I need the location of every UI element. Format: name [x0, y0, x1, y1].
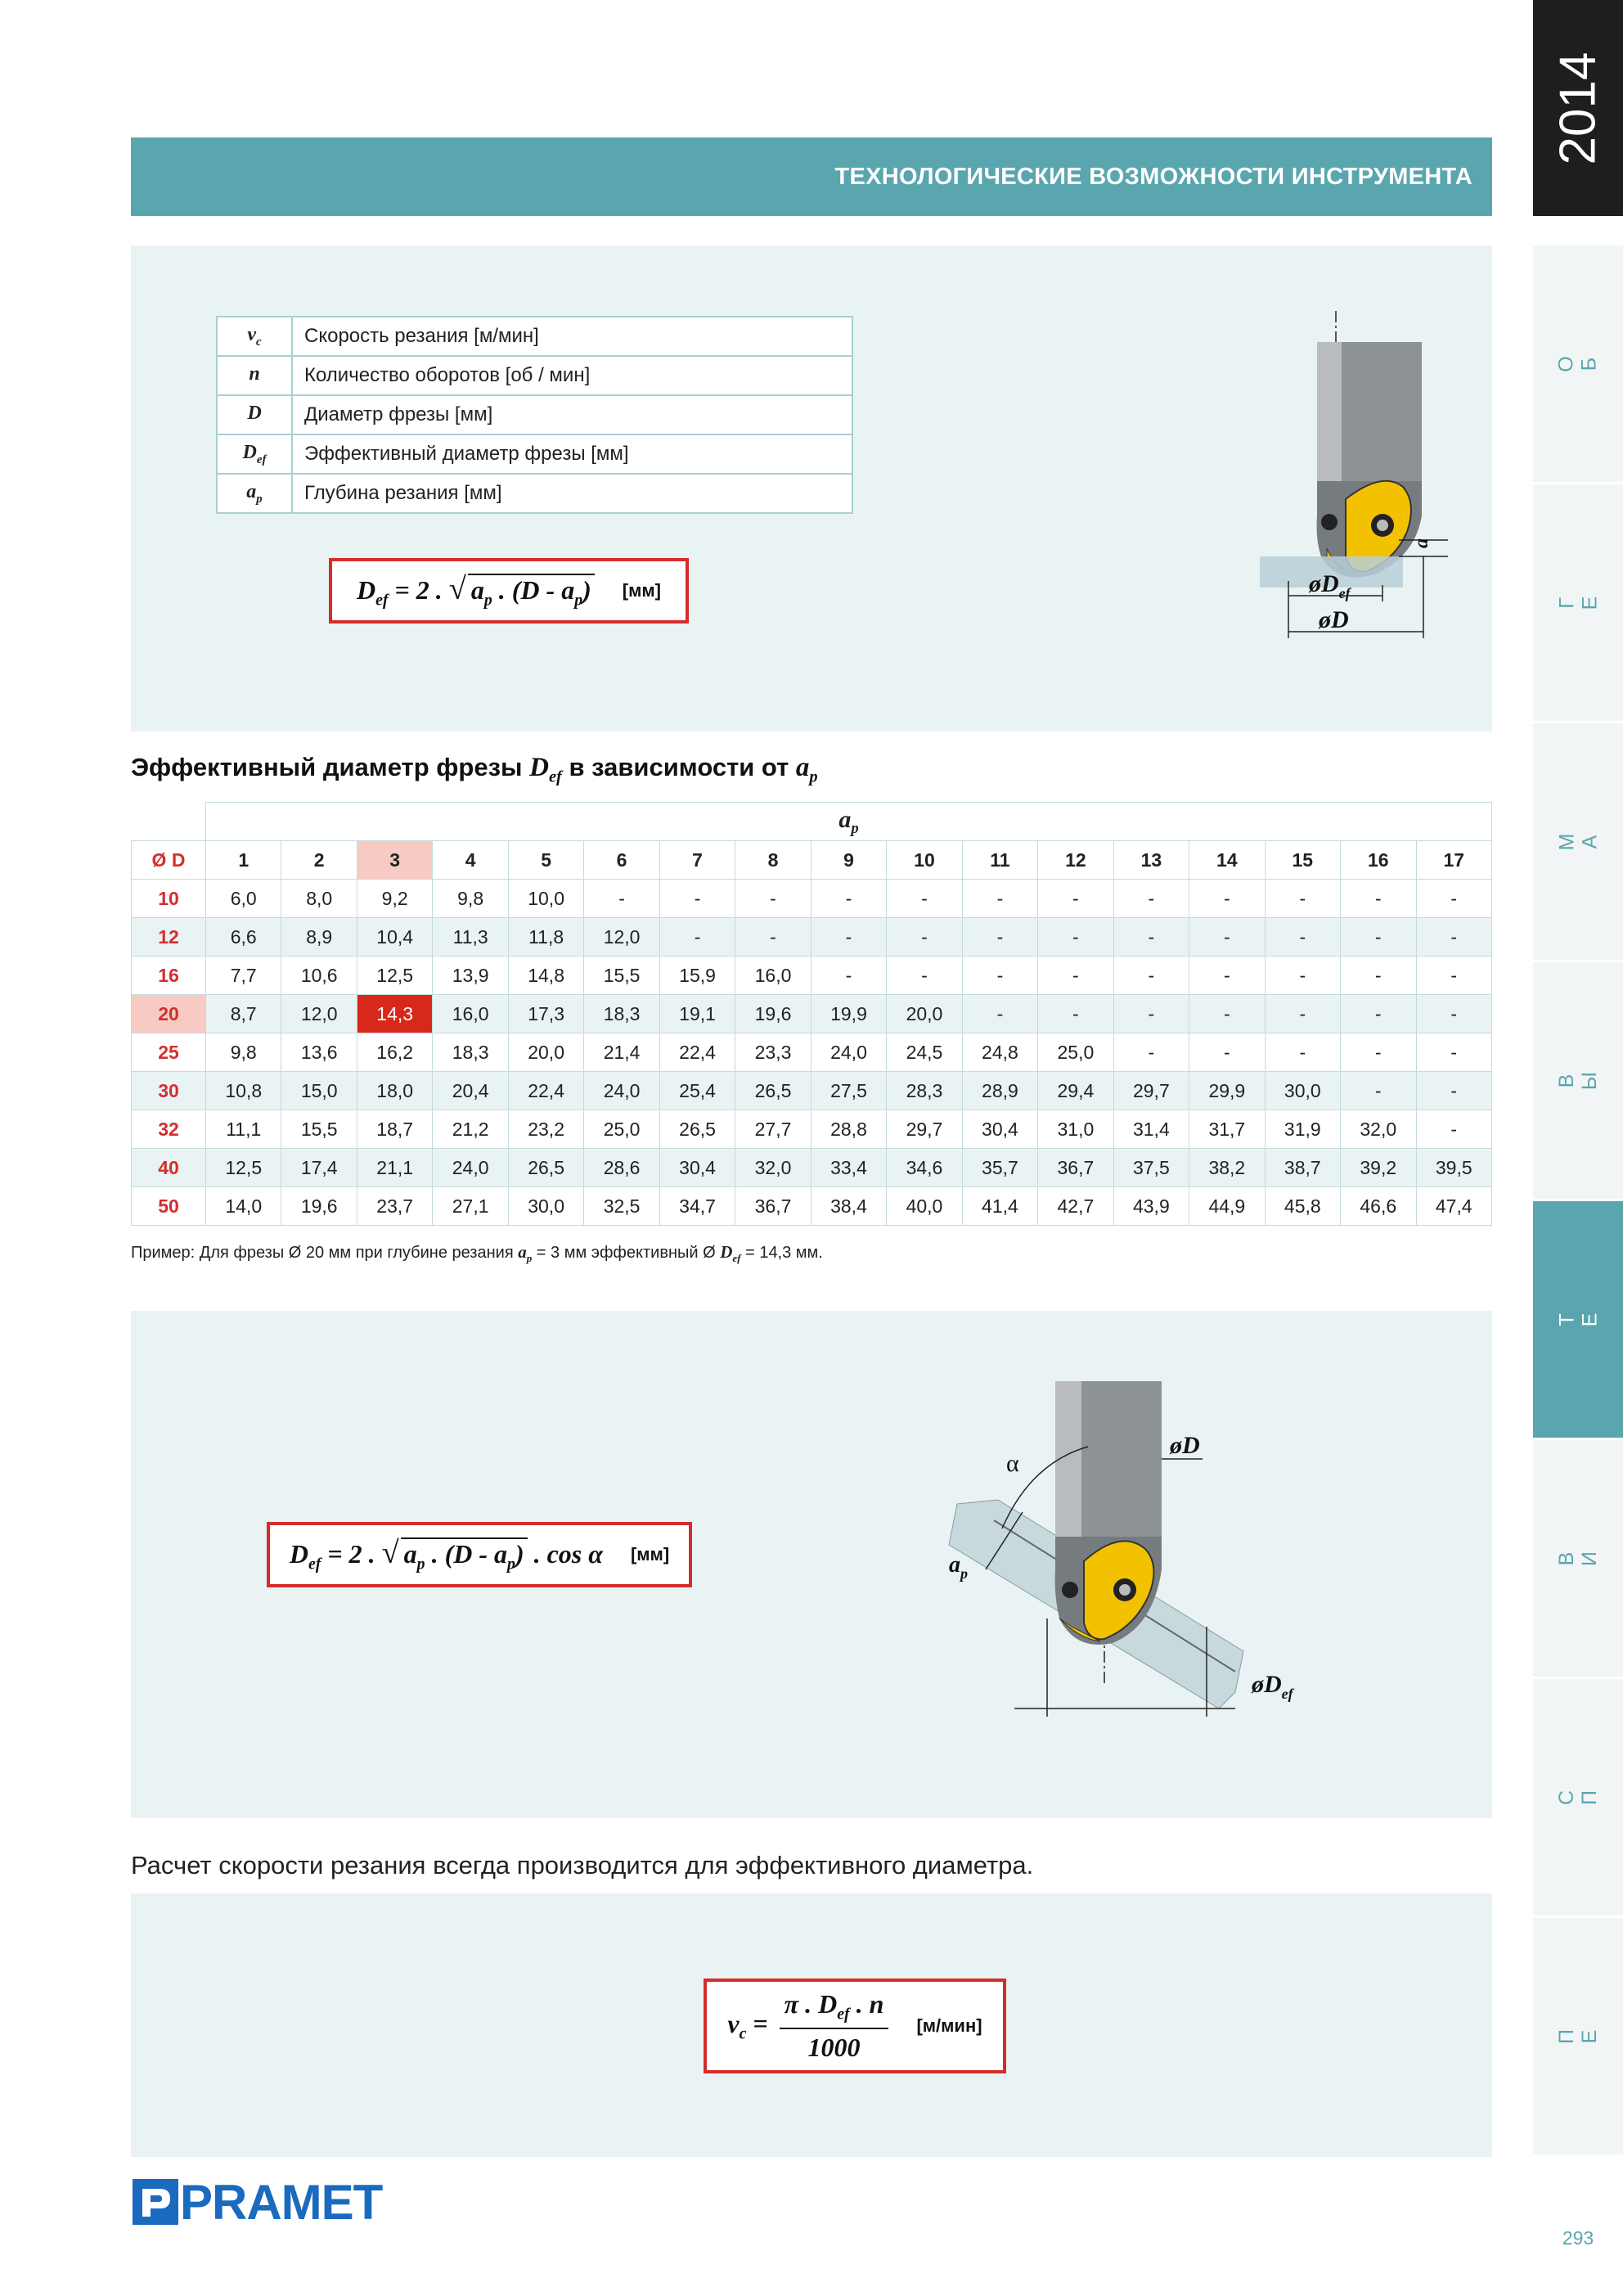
value-cell: 8,9: [281, 918, 357, 957]
value-cell: 16,2: [357, 1033, 432, 1072]
sidebar-tab-label: П Е: [1555, 2028, 1601, 2044]
value-cell: 24,0: [433, 1149, 508, 1187]
value-cell: 32,5: [584, 1187, 659, 1226]
sidebar-tab-label: Г Е: [1555, 596, 1601, 610]
value-cell: 19,9: [811, 995, 886, 1033]
value-cell: 8,7: [206, 995, 281, 1033]
variable-row: [217, 395, 852, 434]
value-cell: 18,0: [357, 1072, 432, 1110]
diameter-cell: 50: [132, 1187, 206, 1226]
value-cell: -: [811, 957, 886, 995]
value-cell: -: [1113, 1033, 1189, 1072]
value-cell: 43,9: [1113, 1187, 1189, 1226]
value-cell: 31,0: [1038, 1110, 1113, 1149]
sidebar-tab[interactable]: [1533, 962, 1623, 1201]
variable-row: [217, 317, 852, 356]
column-header: 12: [1038, 841, 1113, 880]
value-cell: -: [962, 918, 1037, 957]
value-cell: 37,5: [1113, 1149, 1189, 1187]
value-cell: 9,8: [206, 1033, 281, 1072]
value-cell: 25,0: [584, 1110, 659, 1149]
value-cell: 27,5: [811, 1072, 886, 1110]
value-cell: 15,5: [584, 957, 659, 995]
sidebar-tab-label: Т Е: [1555, 1312, 1601, 1326]
example-note: Пример: Для фрезы Ø 20 мм при глубине резания $a_p = 3$ мм эффективный Ø $D_{ef} = 14,3$ мм.: [131, 1242, 823, 1265]
diameter-cell: 30: [132, 1072, 206, 1110]
pramet-logo-icon: [131, 2177, 180, 2226]
formula-def-cos: $D_{ef} = 2$ . √ $a_p$ . $(D - a_p)$ . cos α: [289, 1536, 603, 1573]
value-cell: -: [1416, 880, 1492, 918]
table-corner: [132, 803, 206, 841]
value-cell: -: [735, 918, 811, 957]
value-cell: -: [1113, 995, 1189, 1033]
column-header: 8: [735, 841, 811, 880]
column-header: 7: [659, 841, 735, 880]
value-cell: 12,5: [206, 1149, 281, 1187]
value-cell: -: [1416, 918, 1492, 957]
value-cell: 24,0: [811, 1033, 886, 1072]
year-label: 2014: [1549, 52, 1607, 164]
formula-def-unit: [мм]: [622, 580, 661, 601]
variable-symbol: $a_p$: [217, 474, 292, 513]
value-cell: -: [1416, 1072, 1492, 1110]
column-header: 4: [433, 841, 508, 880]
value-cell: 15,0: [281, 1072, 357, 1110]
variable-description: Диаметр фрезы [мм]: [292, 395, 852, 434]
value-cell: 22,4: [659, 1033, 735, 1072]
variable-symbol: D: [217, 395, 292, 434]
sidebar-tab-label: В И: [1555, 1551, 1601, 1566]
value-cell: 44,9: [1189, 1187, 1265, 1226]
column-header: 11: [962, 841, 1037, 880]
sidebar-tab[interactable]: [1533, 723, 1623, 962]
column-header: 16: [1341, 841, 1416, 880]
value-cell: 11,3: [433, 918, 508, 957]
label-def: $øD_{ef}$: [1309, 570, 1351, 601]
value-cell: -: [584, 880, 659, 918]
value-cell: -: [1341, 957, 1416, 995]
value-cell: -: [1341, 995, 1416, 1033]
value-cell: 41,4: [962, 1187, 1037, 1226]
value-cell: -: [1341, 880, 1416, 918]
value-cell: 31,7: [1189, 1110, 1265, 1149]
value-cell: -: [1265, 957, 1340, 995]
table-row: [132, 1033, 1492, 1072]
table-row: [132, 880, 1492, 918]
value-cell: 13,6: [281, 1033, 357, 1072]
sidebar-tab-label: В Ы: [1554, 1071, 1601, 1090]
value-cell: 31,4: [1113, 1110, 1189, 1149]
value-cell: -: [1113, 918, 1189, 957]
value-cell: -: [1189, 995, 1265, 1033]
value-cell: 23,3: [735, 1033, 811, 1072]
section-title: ТЕХНОЛОГИЧЕСКИЕ ВОЗМОЖНОСТИ ИНСТРУМЕНТА: [834, 164, 1472, 190]
speed-panel: [131, 1893, 1492, 2157]
value-cell: 29,4: [1038, 1072, 1113, 1110]
value-cell: 15,9: [659, 957, 735, 995]
table-row: [132, 995, 1492, 1033]
column-header: 17: [1416, 841, 1492, 880]
value-cell: 34,6: [887, 1149, 962, 1187]
value-cell: 19,6: [735, 995, 811, 1033]
column-header: 10: [887, 841, 962, 880]
value-cell: 38,2: [1189, 1149, 1265, 1187]
value-cell: 32,0: [735, 1149, 811, 1187]
formula-def: $D_{ef} = 2$ . √ $a_p$ . $(D - a_p)$: [357, 571, 595, 610]
value-cell: 21,2: [433, 1110, 508, 1149]
value-cell: -: [962, 880, 1037, 918]
value-cell: 39,5: [1416, 1149, 1492, 1187]
value-cell: 16,0: [433, 995, 508, 1033]
value-cell: -: [1416, 1110, 1492, 1149]
sidebar-tab-label: О Б: [1554, 355, 1601, 372]
value-cell: 30,4: [962, 1110, 1037, 1149]
value-cell: 21,4: [584, 1033, 659, 1072]
value-cell: 23,2: [508, 1110, 583, 1149]
value-cell: -: [1113, 880, 1189, 918]
column-header: 6: [584, 841, 659, 880]
value-cell: -: [735, 880, 811, 918]
value-cell: 8,0: [281, 880, 357, 918]
variable-description: Глубина резания [мм]: [292, 474, 852, 513]
value-cell: -: [659, 918, 735, 957]
value-cell: 14,3: [357, 995, 432, 1033]
value-cell: 10,0: [508, 880, 583, 918]
pramet-logo: [131, 2175, 382, 2229]
value-cell: 29,9: [1189, 1072, 1265, 1110]
value-cell: 17,4: [281, 1149, 357, 1187]
column-header: 9: [811, 841, 886, 880]
formula-vc-fraction: [780, 1989, 889, 2062]
value-cell: 10,8: [206, 1072, 281, 1110]
column-header: 3: [357, 841, 432, 880]
value-cell: -: [962, 995, 1037, 1033]
value-cell: 39,2: [1341, 1149, 1416, 1187]
value-cell: -: [1416, 957, 1492, 995]
column-header: 14: [1189, 841, 1265, 880]
value-cell: 15,5: [281, 1110, 357, 1149]
value-cell: 21,1: [357, 1149, 432, 1187]
value-cell: -: [1341, 1033, 1416, 1072]
variable-symbol: $D_{ef}$: [217, 434, 292, 474]
value-cell: 29,7: [1113, 1072, 1189, 1110]
value-cell: 24,8: [962, 1033, 1037, 1072]
value-cell: 38,4: [811, 1187, 886, 1226]
sidebar-tab[interactable]: [1533, 245, 1623, 484]
formula-def-box: [329, 558, 689, 624]
value-cell: 11,8: [508, 918, 583, 957]
diameter-header: Ø D: [132, 841, 206, 880]
value-cell: -: [1265, 880, 1340, 918]
value-cell: 35,7: [962, 1149, 1037, 1187]
value-cell: 25,4: [659, 1072, 735, 1110]
value-cell: 45,8: [1265, 1187, 1340, 1226]
value-cell: -: [1341, 918, 1416, 957]
value-cell: 7,7: [206, 957, 281, 995]
value-cell: 47,4: [1416, 1187, 1492, 1226]
value-cell: -: [1113, 957, 1189, 995]
value-cell: 20,0: [887, 995, 962, 1033]
value-cell: 18,3: [584, 995, 659, 1033]
value-cell: 14,0: [206, 1187, 281, 1226]
column-header: 5: [508, 841, 583, 880]
value-cell: 24,0: [584, 1072, 659, 1110]
value-cell: 32,0: [1341, 1110, 1416, 1149]
value-cell: 20,0: [508, 1033, 583, 1072]
value-cell: 23,7: [357, 1187, 432, 1226]
page-number: 293: [1562, 2227, 1594, 2249]
value-cell: -: [962, 957, 1037, 995]
value-cell: 9,2: [357, 880, 432, 918]
value-cell: 30,0: [1265, 1072, 1340, 1110]
label-d: øD: [1319, 606, 1349, 633]
table-header-ap-row: [132, 803, 1492, 841]
value-cell: -: [887, 918, 962, 957]
table-row: [132, 1072, 1492, 1110]
table-row: [132, 957, 1492, 995]
value-cell: -: [811, 918, 886, 957]
label-ap-2: $a_p$: [949, 1552, 968, 1582]
sidebar-tab[interactable]: [1533, 1201, 1623, 1440]
year-tab: [1533, 0, 1623, 216]
cutter-diagram-1: [1113, 311, 1456, 671]
column-header: 2: [281, 841, 357, 880]
column-header: 13: [1113, 841, 1189, 880]
value-cell: -: [1265, 995, 1340, 1033]
value-cell: 30,4: [659, 1149, 735, 1187]
value-cell: 6,0: [206, 880, 281, 918]
value-cell: 31,9: [1265, 1110, 1340, 1149]
cutting-speed-note: Расчет скорости резания всегда производится для эффективного диаметра.: [131, 1851, 1034, 1880]
value-cell: 34,7: [659, 1187, 735, 1226]
value-cell: -: [1038, 880, 1113, 918]
value-cell: -: [659, 880, 735, 918]
label-alpha: α: [1006, 1450, 1019, 1477]
value-cell: 33,4: [811, 1149, 886, 1187]
formula-vc-unit: [м/мин]: [916, 2015, 982, 2036]
diameter-cell: 12: [132, 918, 206, 957]
cutter-diagram-2: [924, 1381, 1350, 1766]
formula-vc-box: [704, 1979, 1006, 2073]
table-row: [132, 1187, 1492, 1226]
variable-row: [217, 434, 852, 474]
value-cell: 38,7: [1265, 1149, 1340, 1187]
ap-header: $a_p$: [206, 803, 1492, 841]
variables-table: [216, 316, 853, 514]
value-cell: 10,4: [357, 918, 432, 957]
table-row: [132, 918, 1492, 957]
value-cell: 28,3: [887, 1072, 962, 1110]
value-cell: 17,3: [508, 995, 583, 1033]
variable-description: Количество оборотов [об / мин]: [292, 356, 852, 395]
value-cell: -: [1038, 957, 1113, 995]
sidebar-tab[interactable]: [1533, 1918, 1623, 2157]
variable-description: Эффективный диаметр фрезы [мм]: [292, 434, 852, 474]
value-cell: 6,6: [206, 918, 281, 957]
value-cell: -: [887, 957, 962, 995]
value-cell: 16,0: [735, 957, 811, 995]
value-cell: 12,0: [281, 995, 357, 1033]
table-header-row: [132, 841, 1492, 880]
value-cell: 36,7: [735, 1187, 811, 1226]
value-cell: -: [1265, 918, 1340, 957]
value-cell: 18,7: [357, 1110, 432, 1149]
value-cell: 12,0: [584, 918, 659, 957]
definitions-panel: [131, 245, 1492, 732]
diameter-cell: 16: [132, 957, 206, 995]
value-cell: 18,3: [433, 1033, 508, 1072]
value-cell: 9,8: [433, 880, 508, 918]
value-cell: -: [1189, 1033, 1265, 1072]
column-header: 15: [1265, 841, 1340, 880]
variable-row: [217, 474, 852, 513]
sidebar-tab-label: М А: [1554, 833, 1601, 850]
value-cell: 19,1: [659, 995, 735, 1033]
label-def-2: $øD_{ef}$: [1252, 1671, 1293, 1702]
sidebar-tab[interactable]: [1533, 1679, 1623, 1918]
table-row: [132, 1110, 1492, 1149]
value-cell: 46,6: [1341, 1187, 1416, 1226]
value-cell: 40,0: [887, 1187, 962, 1226]
value-cell: -: [1341, 1072, 1416, 1110]
value-cell: -: [811, 880, 886, 918]
variable-symbol: n: [217, 356, 292, 395]
sidebar-tab[interactable]: [1533, 1440, 1623, 1679]
diameter-cell: 20: [132, 995, 206, 1033]
value-cell: -: [1189, 957, 1265, 995]
value-cell: 27,1: [433, 1187, 508, 1226]
value-cell: -: [1416, 995, 1492, 1033]
value-cell: 28,6: [584, 1149, 659, 1187]
label-d-2: øD: [1170, 1432, 1200, 1459]
value-cell: 27,7: [735, 1110, 811, 1149]
variable-row: [217, 356, 852, 395]
value-cell: 10,6: [281, 957, 357, 995]
value-cell: 13,9: [433, 957, 508, 995]
diameter-cell: 25: [132, 1033, 206, 1072]
diameter-cell: 10: [132, 880, 206, 918]
formula-vc-lhs: $v_c$ =: [727, 2008, 768, 2043]
value-cell: -: [1189, 880, 1265, 918]
value-cell: -: [1189, 918, 1265, 957]
diameter-cell: 32: [132, 1110, 206, 1149]
value-cell: -: [1265, 1033, 1340, 1072]
pramet-logo-text: PRAMET: [180, 2174, 383, 2230]
value-cell: -: [1038, 918, 1113, 957]
value-cell: 26,5: [659, 1110, 735, 1149]
sidebar-tab[interactable]: [1533, 484, 1623, 723]
value-cell: 30,0: [508, 1187, 583, 1226]
value-cell: 19,6: [281, 1187, 357, 1226]
value-cell: 20,4: [433, 1072, 508, 1110]
table-title: Эффективный диаметр фрезы $D_{ef}$ в зависимости от $a_p$: [131, 753, 818, 786]
sidebar-tab-label: С П: [1555, 1790, 1601, 1805]
diameter-cell: 40: [132, 1149, 206, 1187]
value-cell: 28,9: [962, 1072, 1037, 1110]
table-row: [132, 1149, 1492, 1187]
value-cell: 26,5: [735, 1072, 811, 1110]
value-cell: 22,4: [508, 1072, 583, 1110]
value-cell: 26,5: [508, 1149, 583, 1187]
effective-diameter-table: [131, 802, 1492, 1226]
value-cell: -: [1038, 995, 1113, 1033]
formula-vc-numerator: π . $D_{ef}$ . n: [780, 1989, 889, 2028]
value-cell: 14,8: [508, 957, 583, 995]
value-cell: 29,7: [887, 1110, 962, 1149]
value-cell: -: [887, 880, 962, 918]
value-cell: -: [1416, 1033, 1492, 1072]
header-band: [131, 137, 1492, 216]
value-cell: 36,7: [1038, 1149, 1113, 1187]
formula-vc-denominator: 1000: [807, 2032, 861, 2062]
column-header: 1: [206, 841, 281, 880]
variable-description: Скорость резания [м/мин]: [292, 317, 852, 356]
formula-def-cos-box: [267, 1522, 692, 1587]
label-ap: a: [1411, 538, 1432, 548]
value-cell: 42,7: [1038, 1187, 1113, 1226]
value-cell: 11,1: [206, 1110, 281, 1149]
value-cell: 24,5: [887, 1033, 962, 1072]
formula-def-cos-unit: [мм]: [630, 1544, 670, 1564]
value-cell: 12,5: [357, 957, 432, 995]
value-cell: 28,8: [811, 1110, 886, 1149]
value-cell: 25,0: [1038, 1033, 1113, 1072]
inclined-panel: [131, 1311, 1492, 1818]
variable-symbol: $v_c$: [217, 317, 292, 356]
